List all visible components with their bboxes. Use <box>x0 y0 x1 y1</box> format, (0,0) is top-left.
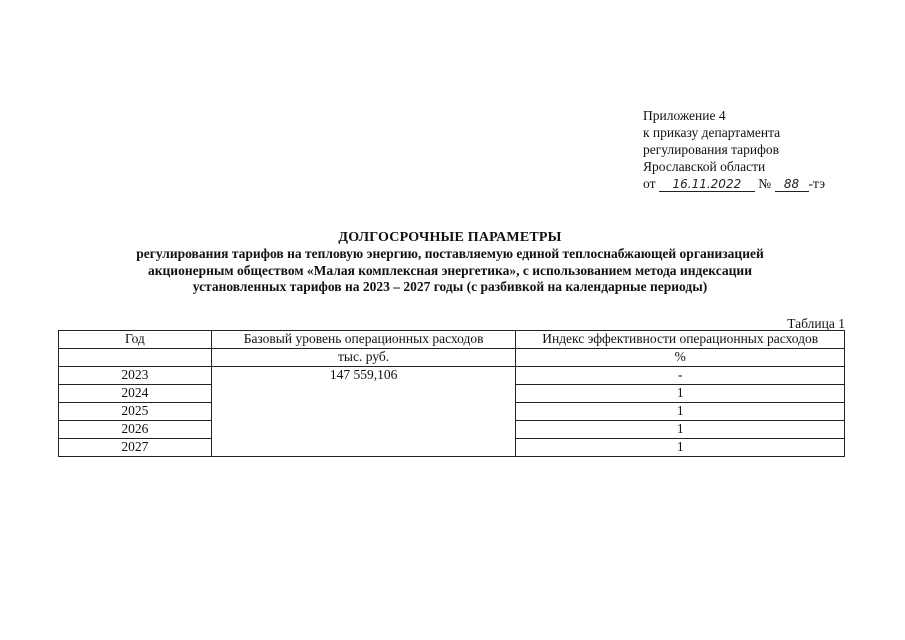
year-cell: 2026 <box>59 421 212 439</box>
header-efficiency-index: Индекс эффективности операционных расходов <box>516 331 845 349</box>
index-cell: 1 <box>516 421 845 439</box>
unit-base-level: тыс. руб. <box>211 349 516 367</box>
index-cell: 1 <box>516 439 845 457</box>
document-heading: ДОЛГОСРОЧНЫЕ ПАРАМЕТРЫ <box>338 230 562 245</box>
index-cell: 1 <box>516 403 845 421</box>
subtitle-line: регулирования тарифов на тепловую энергию, поставляемую единой теплоснабжающей организацией <box>136 246 764 261</box>
order-date-number-line <box>643 175 883 192</box>
subtitle-line: установленных тарифов на 2023 – 2027 годы (с разбивкой на календарные периоды) <box>192 279 708 294</box>
appendix-line: Приложение 4 <box>643 108 726 123</box>
appendix-line: регулирования тарифов <box>643 142 780 157</box>
document-title-block <box>40 229 860 296</box>
unit-year <box>59 349 212 367</box>
index-cell: - <box>516 367 845 385</box>
unit-efficiency-index: % <box>516 349 845 367</box>
year-cell: 2024 <box>59 385 212 403</box>
date-prefix: от <box>643 176 656 191</box>
number-prefix: № <box>758 176 772 191</box>
parameters-table <box>58 330 845 457</box>
table-units-row <box>59 349 845 367</box>
number-suffix: -тэ <box>808 176 826 191</box>
appendix-block <box>643 107 883 192</box>
subtitle-line: акционерным обществом «Малая комплексная энергетика», с использованием метода индексации <box>147 262 752 278</box>
header-base-level: Базовый уровень операционных расходов <box>211 331 516 349</box>
table-row <box>59 367 845 385</box>
year-cell: 2023 <box>59 367 212 385</box>
index-cell: 1 <box>516 385 845 403</box>
year-cell: 2025 <box>59 403 212 421</box>
order-date: 16.11.2022 <box>659 177 755 192</box>
order-number: 88 <box>775 177 809 192</box>
appendix-line: Ярославской области <box>643 159 766 174</box>
appendix-line: к приказу департамента <box>643 125 781 140</box>
table-label: Таблица 1 <box>787 316 845 331</box>
header-year: Год <box>59 331 212 349</box>
base-level-cell: 147 559,106 <box>211 367 516 457</box>
year-cell: 2027 <box>59 439 212 457</box>
table-header-row <box>59 331 845 349</box>
